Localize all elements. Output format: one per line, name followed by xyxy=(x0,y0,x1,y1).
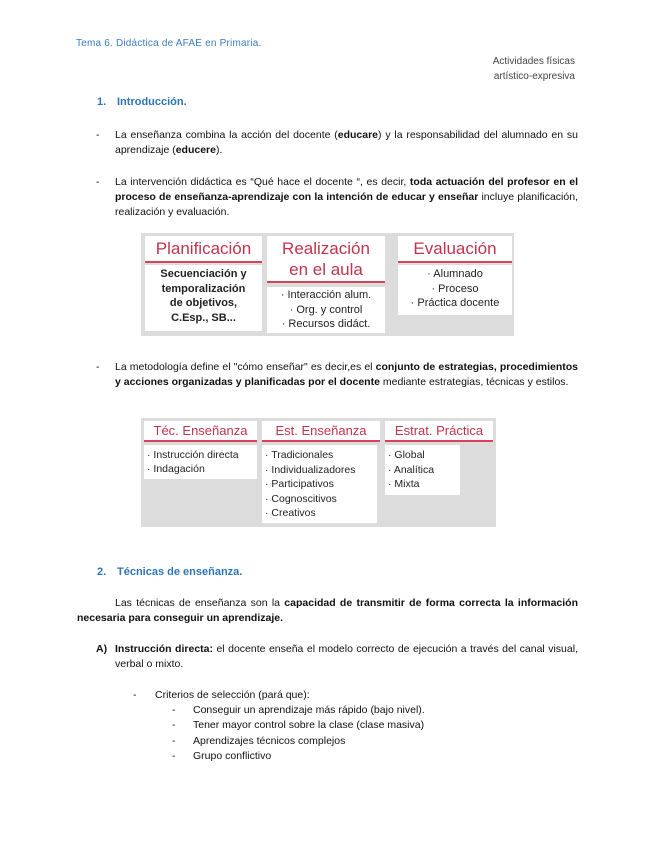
criteria-title: - Criterios de selección (pará que): xyxy=(133,689,310,701)
section-1-heading xyxy=(97,96,187,108)
list-item: · Cognoscitivos xyxy=(265,492,337,505)
bullet-metodologia xyxy=(96,360,578,390)
bullet-dash: - xyxy=(96,361,100,373)
criteria-item: - Tener mayor control sobre la clase (clase masiva) xyxy=(172,719,425,731)
diagram-title-realizacion: Realización en el aula xyxy=(267,236,385,283)
list-item: temporalización xyxy=(161,282,246,295)
diagram-list-tec-ensenanza xyxy=(144,445,257,479)
section-2-number: 2. xyxy=(97,566,107,578)
item-label: A) xyxy=(96,643,108,655)
list-item: Secuenciación y xyxy=(160,268,247,280)
list-item: · Mixta xyxy=(388,478,420,490)
list-item: · Tradicionales xyxy=(265,449,334,461)
diagram-title-est-ensenanza: Est. Enseñanza xyxy=(262,421,380,442)
diagram-list-evaluacion xyxy=(398,265,512,315)
list-item: · Org. y control xyxy=(289,303,363,316)
list-item: · Instrucción directa xyxy=(147,449,239,461)
list-item: · Interacción alum. xyxy=(280,289,372,301)
section-2-heading xyxy=(97,566,242,578)
list-item: · Creativos xyxy=(265,507,316,519)
bullet-text: La intervención didáctica es “Qué hace el docente “, es decir, toda actuación del profesor en el proceso de enseñanza-aprendizaje con la intención de educar y enseñar incluye planificación, realización y evaluación. xyxy=(115,176,578,218)
diagram-list-estrat-practica xyxy=(385,445,460,495)
list-item: · Indagación xyxy=(147,463,205,475)
item-text: Instrucción directa: el docente enseña el modelo correcto de ejecución a través del canal visual, verbal o mixto. xyxy=(115,643,578,670)
section-1-number: 1. xyxy=(97,96,107,108)
list-item: · Proceso xyxy=(431,282,479,295)
list-item: de objetivos, xyxy=(169,297,238,309)
diagram-list-realizacion xyxy=(267,287,385,333)
diagram-list-planificacion xyxy=(145,265,262,331)
header-subject-line1: Actividades físicas xyxy=(492,56,575,67)
diagram-title-estrat-practica: Estrat. Práctica xyxy=(385,421,493,442)
bullet-dash: - xyxy=(96,176,100,188)
bullet-text: La enseñanza combina la acción del docente (educare) y la responsabilidad del alumnado en su aprendizaje (educere). xyxy=(115,129,578,156)
list-item: · Alumnado xyxy=(427,268,483,280)
list-item: C.Esp., SB... xyxy=(171,311,236,324)
diagram-metodologia xyxy=(141,418,496,527)
bullet-intervencion xyxy=(96,175,578,220)
list-item: · Analítica xyxy=(388,463,435,476)
bullet-educare xyxy=(96,128,578,158)
diagram-title-tec-ensenanza: Téc. Enseñanza xyxy=(144,421,257,442)
section-2-paragraph: Las técnicas de enseñanza son la capacidad de transmitir de forma correcta la información necesaria para conseguir un aprendizaje. xyxy=(77,597,579,624)
diagram-title-evaluacion: Evaluación xyxy=(398,236,512,263)
bullet-dash: - xyxy=(96,129,100,141)
header-subject-line2: artístico-expresiva xyxy=(493,71,575,82)
list-item: · Participativos xyxy=(265,478,334,490)
criteria-item: - Aprendizajes técnicos complejos xyxy=(172,735,346,747)
diagram-intervencion xyxy=(141,233,514,336)
diagram-title-planificacion: Planificación xyxy=(145,236,262,263)
document-header-title: Tema 6. Didáctica de AFAE en Primaria. xyxy=(76,38,262,49)
criteria-item: - Grupo conflictivo xyxy=(172,750,272,762)
list-item: · Individualizadores xyxy=(265,463,356,476)
criteria-item: - Conseguir un aprendizaje más rápido (bajo nivel). xyxy=(172,704,425,716)
list-item: · Práctica docente xyxy=(410,297,500,309)
section-2-title: Técnicas de enseñanza. xyxy=(117,566,243,578)
list-item: · Recursos didáct. xyxy=(281,318,371,330)
section-1-title: Introducción. xyxy=(117,96,187,108)
document-header-subject xyxy=(493,54,575,84)
item-instruccion-directa xyxy=(96,642,578,672)
bullet-text: La metodología define el "cómo enseñar" es decir,es el conjunto de estrategias, procedimientos y acciones organizadas y planificadas por el docente mediante estrategias, técnicas y estilos. xyxy=(115,361,579,388)
list-item: · Global xyxy=(388,449,425,461)
diagram-list-est-ensenanza xyxy=(262,445,377,523)
